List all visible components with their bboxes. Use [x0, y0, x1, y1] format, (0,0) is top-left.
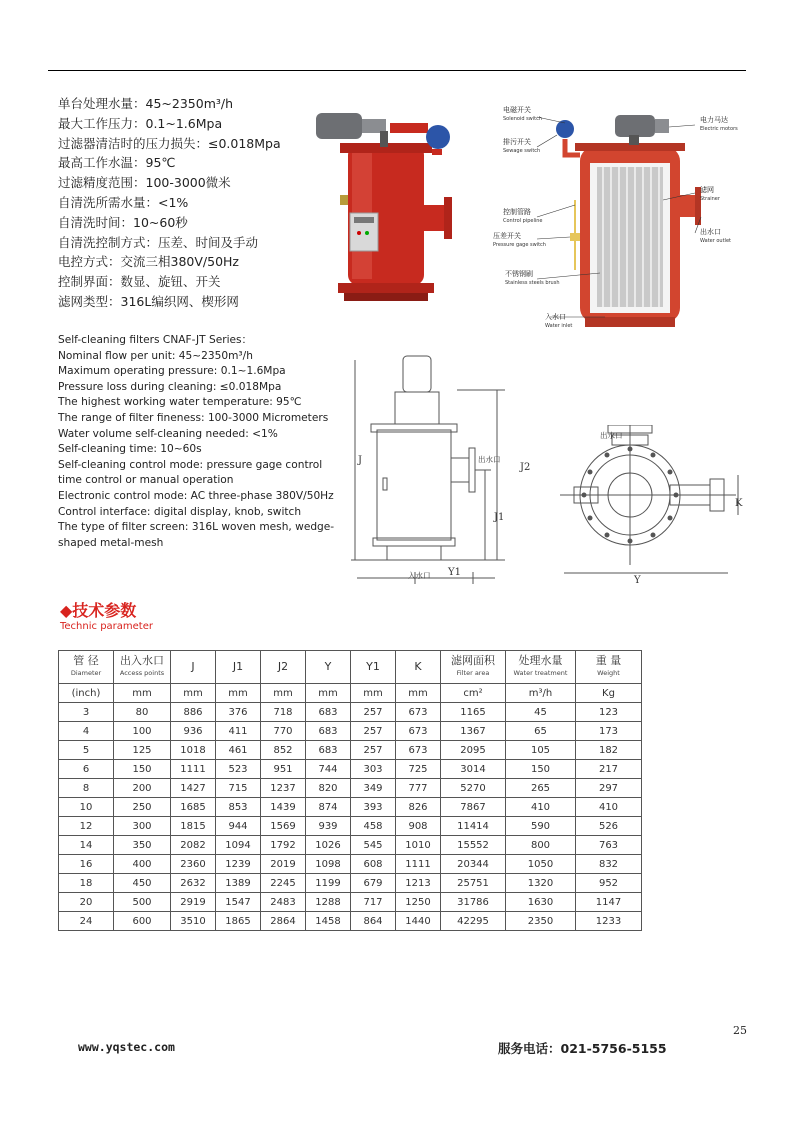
- dim-Y: Y: [634, 575, 641, 586]
- dim-K: K: [735, 498, 743, 509]
- en-spec-item: The range of filter fineness: 100-3000 Micrometers: [58, 411, 329, 424]
- table-cell: 886: [171, 703, 216, 722]
- table-cell: 173: [576, 722, 642, 741]
- label-outlet-side: 出水口: [478, 455, 501, 464]
- table-cell: 715: [216, 779, 261, 798]
- en-spec-item: The type of filter screen: 316L woven mesh, wedge-shaped metal-mesh: [58, 521, 335, 549]
- table-cell: 908: [396, 817, 441, 836]
- table-cell: 65: [506, 722, 576, 741]
- table-cell: 673: [396, 722, 441, 741]
- unit-cell: mm: [216, 684, 261, 703]
- cn-spec-item: 单台处理水量：45~2350m³/h: [58, 96, 234, 111]
- table-cell: 939: [306, 817, 351, 836]
- en-spec-item: The highest working water temperature: 95℃: [58, 396, 302, 409]
- table-cell: 1250: [396, 893, 441, 912]
- table-cell: 725: [396, 760, 441, 779]
- table-row: [59, 912, 642, 931]
- table-cell: 410: [576, 798, 642, 817]
- table-row: [59, 817, 642, 836]
- table-cell: 20344: [441, 855, 506, 874]
- footer-website: www.yqstec.com: [78, 1040, 175, 1054]
- en-spec-item: Maximum operating pressure: 0.1~1.6Mpa: [58, 365, 286, 378]
- table-cell: 300: [114, 817, 171, 836]
- cn-spec-item: 自清洗控制方式：压差、时间及手动: [58, 234, 259, 250]
- unit-cell: mm: [351, 684, 396, 703]
- cn-spec-item: 电控方式：交流三相380V/50Hz: [58, 254, 239, 270]
- en-spec-item: Pressure loss during cleaning: ≤0.018Mpa: [58, 380, 282, 393]
- table-cell: 200: [114, 779, 171, 798]
- table-cell: 770: [261, 722, 306, 741]
- dim-J1: J1: [494, 512, 505, 523]
- table-cell: 2360: [171, 855, 216, 874]
- table-cell: 12: [59, 817, 114, 836]
- table-cell: 2919: [171, 893, 216, 912]
- unit-cell: mm: [261, 684, 306, 703]
- table-cell: 777: [396, 779, 441, 798]
- col-J1: J1: [216, 651, 261, 684]
- table-cell: 500: [114, 893, 171, 912]
- table-cell: 1440: [396, 912, 441, 931]
- table-cell: 8: [59, 779, 114, 798]
- table-cell: 2483: [261, 893, 306, 912]
- table-cell: 673: [396, 703, 441, 722]
- table-cell: 250: [114, 798, 171, 817]
- dim-J: J: [358, 455, 363, 466]
- table-cell: 182: [576, 741, 642, 760]
- table-cell: 42295: [441, 912, 506, 931]
- unit-cell: Kg: [576, 684, 642, 703]
- table-cell: 1018: [171, 741, 216, 760]
- table-cell: 679: [351, 874, 396, 893]
- table-cell: 1288: [306, 893, 351, 912]
- table-cell: 257: [351, 741, 396, 760]
- table-cell: 673: [396, 741, 441, 760]
- table-cell: 1010: [396, 836, 441, 855]
- table-cell: 1237: [261, 779, 306, 798]
- table-cell: 4: [59, 722, 114, 741]
- table-cell: 2864: [261, 912, 306, 931]
- table-cell: 217: [576, 760, 642, 779]
- en-spec-item: Self-cleaning control mode: pressure gage control time control or manual operation: [58, 458, 323, 487]
- section-title: ◆技术参数: [60, 601, 137, 620]
- table-cell: 608: [351, 855, 396, 874]
- table-cell: 1098: [306, 855, 351, 874]
- table-cell: 45: [506, 703, 576, 722]
- table-cell: 5: [59, 741, 114, 760]
- table-cell: 2245: [261, 874, 306, 893]
- table-cell: 820: [306, 779, 351, 798]
- table-row: [59, 741, 642, 760]
- table-body: [59, 684, 642, 931]
- cn-spec-item: 自清洗时间：10~60秒: [58, 214, 188, 230]
- table-cell: 411: [216, 722, 261, 741]
- label-solenoid: 电磁开关 Solenoid switch: [503, 106, 543, 122]
- cn-spec-item: 滤网类型：316L编织网、楔形网: [58, 293, 239, 309]
- unit-cell: mm: [396, 684, 441, 703]
- table-cell: 265: [506, 779, 576, 798]
- table-cell: 1458: [306, 912, 351, 931]
- table-cell: 458: [351, 817, 396, 836]
- table-cell: 450: [114, 874, 171, 893]
- table-cell: 717: [351, 893, 396, 912]
- table-cell: 31786: [441, 893, 506, 912]
- table-cell: 6: [59, 760, 114, 779]
- unit-cell: cm²: [441, 684, 506, 703]
- table-cell: 100: [114, 722, 171, 741]
- footer-phone: 服务电话：021-5756-5155: [498, 1041, 667, 1056]
- table-cell: 123: [576, 703, 642, 722]
- table-cell: 1239: [216, 855, 261, 874]
- cn-spec-list: [58, 94, 281, 312]
- table-cell: 24: [59, 912, 114, 931]
- col-filter-area: 滤网面积 Filter area: [441, 651, 506, 684]
- table-cell: 1111: [171, 760, 216, 779]
- table-cell: 297: [576, 779, 642, 798]
- table-cell: 20: [59, 893, 114, 912]
- table-cell: 349: [351, 779, 396, 798]
- table-header-row: [59, 651, 642, 684]
- technic-parameter-table: [58, 650, 642, 931]
- table-cell: 718: [261, 703, 306, 722]
- section-subtitle: Technic parameter: [60, 621, 153, 632]
- table-cell: 1199: [306, 874, 351, 893]
- label-outlet-top: 出水口: [600, 431, 623, 440]
- label-strainer: 滤网 Strainer: [700, 186, 720, 202]
- table-row: [59, 893, 642, 912]
- table-cell: 852: [261, 741, 306, 760]
- table-cell: 461: [216, 741, 261, 760]
- table-cell: 1050: [506, 855, 576, 874]
- table-cell: 14: [59, 836, 114, 855]
- table-cell: 832: [576, 855, 642, 874]
- cn-spec-item: 最大工作压力：0.1~1.6Mpa: [58, 115, 223, 131]
- table-cell: 257: [351, 703, 396, 722]
- cn-spec-item: 控制界面：数显、旋钮、开关: [58, 274, 221, 290]
- table-cell: 7867: [441, 798, 506, 817]
- table-cell: 2095: [441, 741, 506, 760]
- unit-cell: mm: [306, 684, 351, 703]
- table-cell: 15552: [441, 836, 506, 855]
- col-diameter: 管 径 Diameter: [59, 651, 114, 684]
- table-cell: 303: [351, 760, 396, 779]
- table-cell: 683: [306, 703, 351, 722]
- table-row: [59, 836, 642, 855]
- table-cell: 1427: [171, 779, 216, 798]
- unit-cell: (inch): [59, 684, 114, 703]
- table-cell: 600: [114, 912, 171, 931]
- table-row: [59, 779, 642, 798]
- table-row: [59, 798, 642, 817]
- table-cell: 80: [114, 703, 171, 722]
- table-cell: 1547: [216, 893, 261, 912]
- col-weight: 重 量 Weight: [576, 651, 642, 684]
- table-cell: 393: [351, 798, 396, 817]
- dim-Y1: Y1: [448, 567, 461, 578]
- table-cell: 11414: [441, 817, 506, 836]
- table-units-row: [59, 684, 642, 703]
- table-cell: 1094: [216, 836, 261, 855]
- table-cell: 350: [114, 836, 171, 855]
- table-cell: 150: [506, 760, 576, 779]
- col-Y: Y: [306, 651, 351, 684]
- label-inlet-side: 入水口: [408, 571, 431, 580]
- table-cell: 1367: [441, 722, 506, 741]
- table-cell: 874: [306, 798, 351, 817]
- table-cell: 125: [114, 741, 171, 760]
- unit-cell: m³/h: [506, 684, 576, 703]
- table-row: [59, 855, 642, 874]
- table-cell: 2019: [261, 855, 306, 874]
- table-cell: 523: [216, 760, 261, 779]
- col-access-points: 出入水口 Access points: [114, 651, 171, 684]
- table-cell: 1389: [216, 874, 261, 893]
- unit-cell: mm: [171, 684, 216, 703]
- cn-spec-item: 过滤精度范围：100-3000微米: [58, 175, 231, 191]
- table-row: [59, 722, 642, 741]
- table-cell: 1815: [171, 817, 216, 836]
- table-cell: 400: [114, 855, 171, 874]
- label-inlet: 入水口 Water inlet: [545, 313, 573, 329]
- table-row: [59, 703, 642, 722]
- table-row: [59, 874, 642, 893]
- en-spec-item: Self-cleaning time: 10~60s: [58, 443, 202, 456]
- filter-product-image: [300, 105, 470, 305]
- table-cell: 1213: [396, 874, 441, 893]
- label-pressure-gage: 压差开关 Pressure gage switch: [493, 232, 546, 248]
- en-spec-item: Electronic control mode: AC three-phase 380V/50Hz: [58, 489, 334, 502]
- table-cell: 944: [216, 817, 261, 836]
- col-J: J: [171, 651, 216, 684]
- table-cell: 105: [506, 741, 576, 760]
- en-spec-item: Self-cleaning filters CNAF-JT Series：: [58, 334, 253, 346]
- table-cell: 3014: [441, 760, 506, 779]
- top-view-drawing: [560, 425, 750, 585]
- table-cell: 864: [351, 912, 396, 931]
- table-cell: 1147: [576, 893, 642, 912]
- table-cell: 257: [351, 722, 396, 741]
- cn-spec-item: 自清洗所需水量：<1%: [58, 194, 189, 210]
- table-cell: 952: [576, 874, 642, 893]
- table-cell: 1792: [261, 836, 306, 855]
- table-cell: 3510: [171, 912, 216, 931]
- table-cell: 853: [216, 798, 261, 817]
- en-spec-item: Control interface: digital display, knob, switch: [58, 505, 302, 518]
- cn-spec-item: 过滤器清洁时的压力损失：≤0.018Mpa: [58, 135, 281, 151]
- side-elevation-drawing: [345, 350, 515, 590]
- label-outlet: 出水口 Water outlet: [700, 228, 731, 244]
- label-sewage: 排污开关 Sewage switch: [503, 138, 541, 154]
- table-cell: 800: [506, 836, 576, 855]
- cn-spec-item: 最高工作水温：95℃: [58, 155, 176, 171]
- table-cell: 410: [506, 798, 576, 817]
- header-rule: [48, 70, 746, 71]
- table-cell: 1111: [396, 855, 441, 874]
- table-cell: 1320: [506, 874, 576, 893]
- col-water-treatment: 处理水量 Water treatment: [506, 651, 576, 684]
- col-J2: J2: [261, 651, 306, 684]
- en-spec-item: Nominal flow per unit: 45~2350m³/h: [58, 349, 253, 362]
- table-cell: 744: [306, 760, 351, 779]
- table-cell: 150: [114, 760, 171, 779]
- table-cell: 526: [576, 817, 642, 836]
- unit-cell: mm: [114, 684, 171, 703]
- page-number: 25: [733, 1024, 747, 1037]
- table-cell: 16: [59, 855, 114, 874]
- table-cell: 18: [59, 874, 114, 893]
- table-row: [59, 760, 642, 779]
- table-cell: 683: [306, 741, 351, 760]
- col-K: K: [396, 651, 441, 684]
- table-cell: 10: [59, 798, 114, 817]
- table-cell: 590: [506, 817, 576, 836]
- en-spec-item: Water volume self-cleaning needed: <1%: [58, 427, 278, 440]
- table-cell: 2082: [171, 836, 216, 855]
- table-cell: 25751: [441, 874, 506, 893]
- table-cell: 1026: [306, 836, 351, 855]
- table-cell: 5270: [441, 779, 506, 798]
- table-cell: 1439: [261, 798, 306, 817]
- table-cell: 1233: [576, 912, 642, 931]
- table-cell: 826: [396, 798, 441, 817]
- table-cell: 1630: [506, 893, 576, 912]
- table-cell: 951: [261, 760, 306, 779]
- table-cell: 1685: [171, 798, 216, 817]
- label-motor: 电力马达 Electric motors: [700, 116, 738, 132]
- dim-J2: J2: [520, 462, 531, 473]
- table-cell: 376: [216, 703, 261, 722]
- table-cell: 545: [351, 836, 396, 855]
- label-brush: 不锈钢刷 Stainless steels brush: [505, 270, 560, 286]
- table-cell: 2632: [171, 874, 216, 893]
- table-cell: 763: [576, 836, 642, 855]
- table-cell: 1865: [216, 912, 261, 931]
- col-Y1: Y1: [351, 651, 396, 684]
- table-cell: 683: [306, 722, 351, 741]
- table-cell: 1165: [441, 703, 506, 722]
- table-cell: 1569: [261, 817, 306, 836]
- en-spec-list: [58, 333, 343, 551]
- table-cell: 936: [171, 722, 216, 741]
- label-control-pipeline: 控制管路 Control pipeline: [503, 208, 543, 224]
- table-cell: 2350: [506, 912, 576, 931]
- table-cell: 3: [59, 703, 114, 722]
